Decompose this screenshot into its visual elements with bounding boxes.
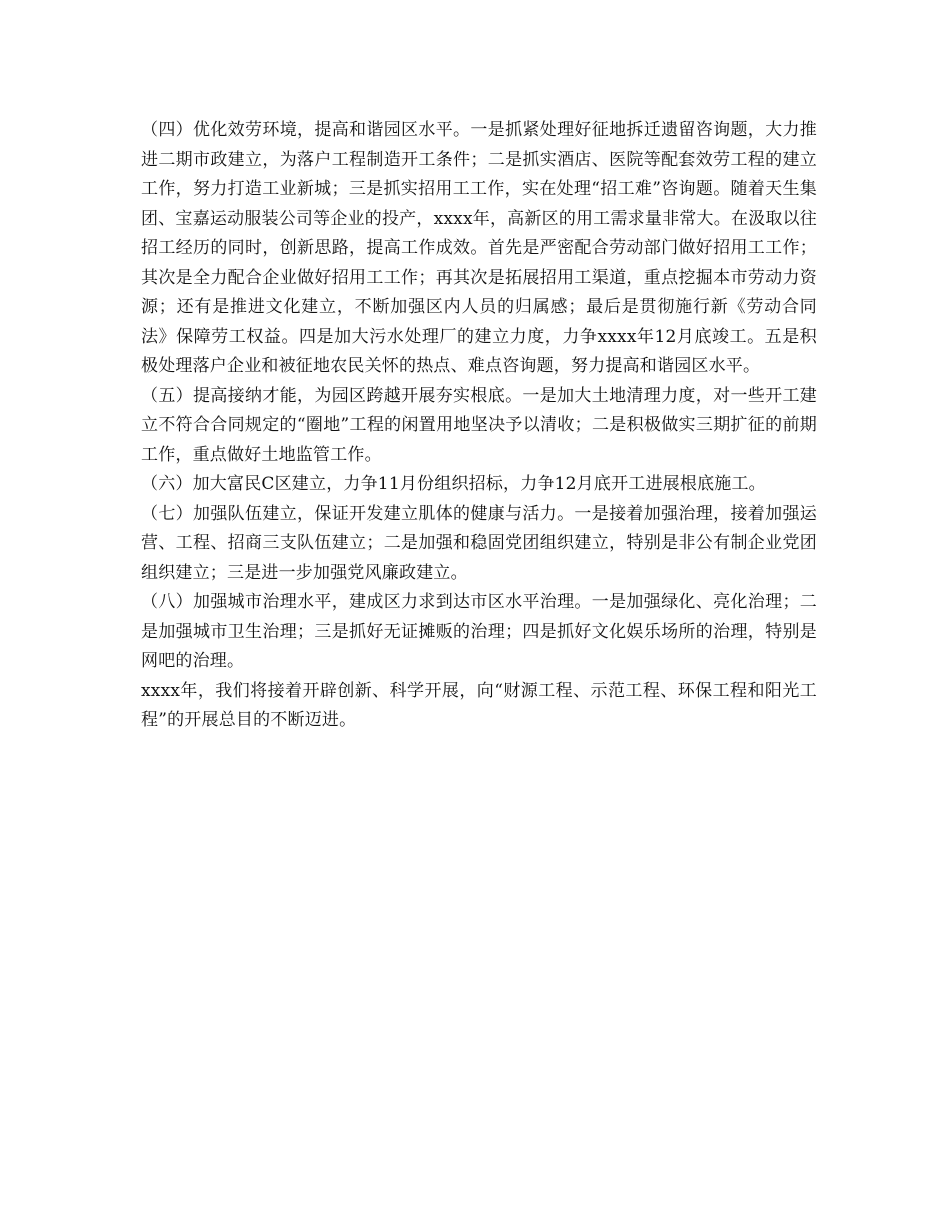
paragraph-closing: xxxx年，我们将接着开辟创新、科学开展，向“财源工程、示范工程、环保工程和阳光工程”的开展总目的不断迈进。 [141,680,817,730]
paragraph-section-8: （八）加强城市治理水平，建成区力求到达市区水平治理。一是加强绿化、亮化治理；二是加强城市卫生治理；三是抓好无证摊贩的治理；四是抓好文化娱乐场所的治理，特别是网吧的治理。 [141,592,817,671]
document-body [141,116,817,736]
paragraph-section-4: （四）优化效劳环境，提高和谐园区水平。一是抓紧处理好征地拆迁遗留咨询题，大力推进二期市政建立，为落户工程制造开工条件；二是抓实酒店、医院等配套效劳工程的建立工作，努力打造工业新城；三是抓实招用工工作，实在处理“招工难”咨询题。随着天生集团、宝嘉运动服装公司等企业的投产，xxxx年，高新区的用工需求量非常大。在汲取以往招工经历的同时，创新思路，提高工作成效。首先是严密配合劳动部门做好招用工工作；其次是全力配合企业做好招用工工作；再其次是拓展招用工渠道，重点挖掘本市劳动力资源；还有是推进文化建立，不断加强区内人员的归属感；最后是贯彻施行新《劳动合同法》保障劳工权益。四是加大污水处理厂的建立力度，力争xxxx年12月底竣工。五是积极处理落户企业和被征地农民关怀的热点、难点咨询题，努力提高和谐园区水平。 [141,120,817,376]
paragraph-section-7: （七）加强队伍建立，保证开发建立肌体的健康与活力。一是接着加强治理，接着加强运营、工程、招商三支队伍建立；二是加强和稳固党团组织建立，特别是非公有制企业党团组织建立；三是进一步加强党风廉政建立。 [141,503,817,583]
paragraph-section-6: （六）加大富民C区建立，力争11月份组织招标，力争12月底开工进展根底施工。 [141,474,766,494]
paragraph-section-5: （五）提高接纳才能，为园区跨越开展夯实根底。一是加大土地清理力度，对一些开工建立不符合合同规定的“圈地”工程的闲置用地坚决予以清收；二是积极做实三期扩征的前期工作，重点做好土地监管工作。 [141,385,817,465]
